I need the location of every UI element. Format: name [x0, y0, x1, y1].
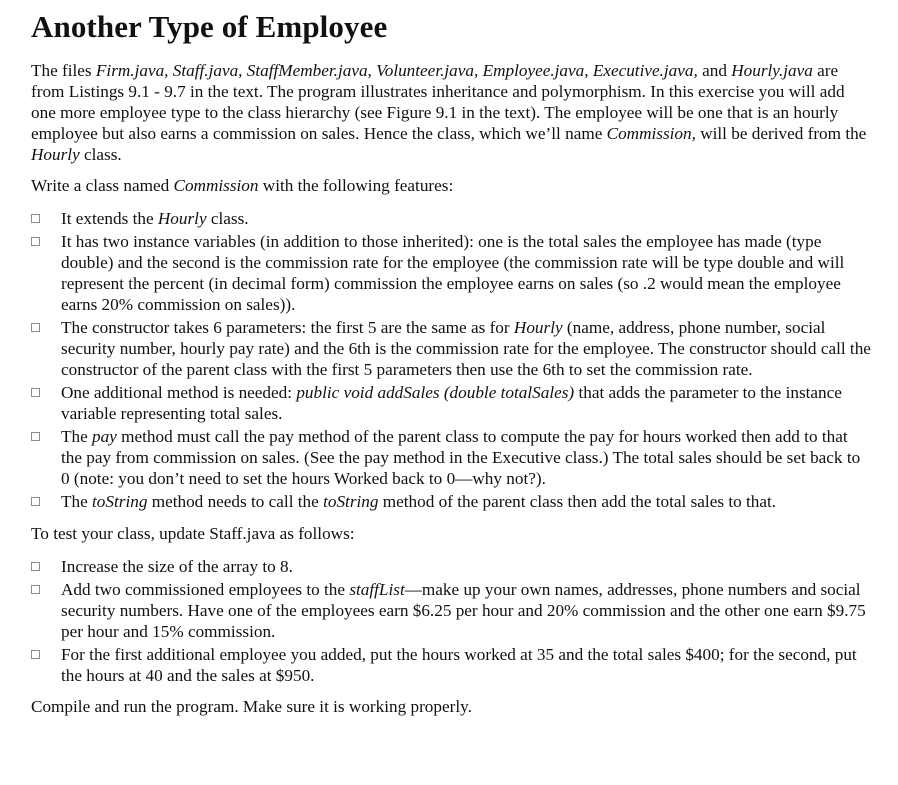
- text-run: Write a class named: [31, 176, 174, 195]
- list-item: [31, 317, 871, 380]
- text-run: method of the parent class then add the total sales to that.: [378, 492, 777, 511]
- italic-text: toString: [92, 492, 148, 511]
- list-item: [31, 556, 871, 577]
- text-run: One additional method is needed:: [61, 383, 297, 402]
- text-run: For the first additional employee you added, put the hours worked at 35 and the total sales $400; for the second, put the hours at 40 and the sales at $950.: [61, 645, 857, 685]
- checkbox-bullet-icon: [31, 214, 40, 223]
- text-run: It extends the: [61, 209, 158, 228]
- checkbox-bullet-icon: [31, 650, 40, 659]
- text-run: (name, address, phone number, social security number, hourly pay rate) and the 6th is the commission rate for the employee. The constructor should call the constructor of the parent class with the first 5 parameters then use the 6th to set the commission rate.: [61, 318, 871, 379]
- italic-text: toString: [323, 492, 379, 511]
- text-run: Increase the size of the array to 8.: [61, 557, 293, 576]
- test-step-list: [31, 556, 871, 686]
- checkbox-bullet-icon: [31, 388, 40, 397]
- write-class-paragraph: [31, 175, 871, 196]
- italic-text: Hourly: [31, 145, 80, 164]
- text-run: The: [61, 427, 93, 446]
- text-run: It has two instance variables (in addition to those inherited): one is the total sales the employee has made (type double) and the second is the commission rate for the employee (the commission rate will be type double and will represent the percent (in decimal form) commission the employee earns on sales (so .2 would mean the employee earns 20% commission on sales)).: [61, 232, 845, 314]
- text-run: —make up your own names, addresses, phone numbers and social security numbers. Have one of the employees earn $6.25 per hour and 20% commission and the other one earn $9.75 per hour and 15% commission.: [61, 580, 866, 641]
- text-run: with the following features:: [258, 176, 454, 195]
- text-run: will be derived from the: [695, 124, 867, 143]
- italic-text: Commission: [173, 176, 259, 195]
- list-item: [31, 208, 871, 229]
- closing-paragraph: Compile and run the program. Make sure it is working properly.: [31, 697, 472, 716]
- checkbox-bullet-icon: [31, 323, 40, 332]
- italic-text: pay: [92, 427, 117, 446]
- text-run: method needs to call the: [147, 492, 324, 511]
- test-intro-paragraph: To test your class, update Staff.java as follows:: [31, 524, 355, 543]
- italic-text: Hourly: [157, 209, 207, 228]
- intro-paragraph: [31, 60, 871, 165]
- text-run: The constructor takes 6 parameters: the first 5 are the same as for: [61, 318, 514, 337]
- italic-text: Hourly: [513, 318, 563, 337]
- list-item: [31, 231, 871, 315]
- text-run: that adds the parameter to the instance variable representing total sales.: [61, 383, 842, 423]
- italic-text: Commission,: [606, 124, 696, 143]
- list-item: [31, 382, 871, 424]
- feature-list: [31, 208, 871, 512]
- text-run: and: [697, 61, 732, 80]
- italic-text: Hourly.java: [731, 61, 813, 80]
- checkbox-bullet-icon: [31, 497, 40, 506]
- list-item: [31, 491, 871, 512]
- list-item: [31, 579, 871, 642]
- text-run: The files: [31, 61, 96, 80]
- document-page: [31, 8, 871, 717]
- checkbox-bullet-icon: [31, 562, 40, 571]
- italic-text: staffList: [349, 580, 405, 599]
- text-run: class.: [206, 209, 249, 228]
- checkbox-bullet-icon: [31, 237, 40, 246]
- italic-text: public void addSales (double totalSales): [296, 383, 575, 402]
- page-title: Another Type of Employee: [31, 9, 388, 44]
- text-run: method must call the pay method of the parent class to compute the pay for hours worked then add to that the pay from commission on sales. (See the pay method in the Executive class.) The total sales should be set back to 0 (note: you don’t need to set the hours Worked back to 0—why not?).: [61, 427, 861, 488]
- checkbox-bullet-icon: [31, 585, 40, 594]
- text-run: Add two commissioned employees to the: [61, 580, 350, 599]
- list-item: [31, 426, 871, 489]
- italic-text: Firm.java, Staff.java, StaffMember.java, Volunteer.java, Employee.java, Executive.java,: [95, 61, 698, 80]
- checkbox-bullet-icon: [31, 432, 40, 441]
- text-run: The: [61, 492, 93, 511]
- list-item: [31, 644, 871, 686]
- text-run: class.: [79, 145, 122, 164]
- text-run: are from Listings 9.1 - 9.7 in the text. The program illustrates inheritance and polymorphism. In this exercise you will add one more employee type to the class hierarchy (see Figure 9.1 in the text). The employee will be one that is an hourly employee but also earns a commission on sales. Hence the class, which we’ll name: [31, 61, 845, 143]
